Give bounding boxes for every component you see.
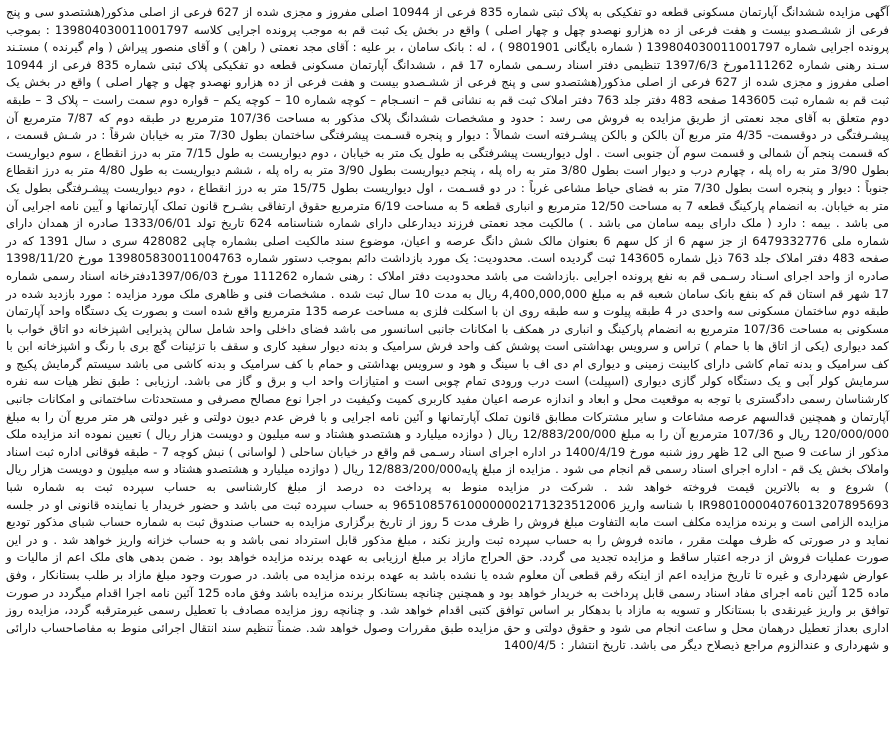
auction-notice-text: آگهی مزایده ششدانگ آپارتمان مسکونی قطعه دو تفکیکی به پلاک ثبتی شماره 835 فرعی از 10944 اصلی مفروز و مجزی شده از 627 فرعی از اصلی مذکور(هشتصدو سی و پنج فرعی از ششـصدو بیست و هفت فرعی از ده هزارو نهصدو چهل و چهار اصلی ) واقع در بخش یک ثبت قم به موجب پرونده اجرایی کلاسه 139804030011001797 : بموجب پرونده اجرایی شماره 139804030011001797 ( شماره بایگانی 9801901 ) ، له : بانک سامان ، بر علیه : آقای مجد نعمتی ( راهن ) و آقای منصور پیراش ( وام گیرنده ) مستـند سـند رهنی شماره 111262مورخ 1397/6/3 تنظیمی دفتر اسناد رسـمی شماره 17 قم ، ششدانگ آپارتمان مسکونی قطعه دو تفکیکی پلاک ثبتی شماره 835 فرعی از 10944 اصلی مفروز و مجزی شده از 627 فرعی از اصلی مذکور(هشتصدو سی و پنج فرعی از ششـصدو بیست و هفت فرعی از ده هزارو نهصدو چهل و چهار اصلی ) واقع در بخش یک ثبت قم به شماره ثبت 143605 صفحه 483 دفتر جلد 763 دفتر املاک ثبت قم به نشانی قم – انسـجام – کوچه شماره 10 – کوچه یکم – قواره دوم سمت راست – پلاک 3 – طبقه دوم متعلق به آقای مجد نعمتی از طریق مزایده به فروش می رسد : حدود و مشخصات ششدانگ پلاک مذکور به مساحت 107/36 مترمربع در طبقه دوم که 7/87 مترمربع آن پیشـرفتگی در دوقسمت- 4/35 متر مربع آن بالکن و بالکن پیشـرفته است شمالاً : دیوار و پنجره قسـمت پیشرفتگی ساختمان بطول 7/30 متر به خیابان شرقاً : در شـش قسمت ، که قسمت پنجم آن شمالی و قسمت سوم آن جنوبی است . اول دیواریست پیشرفتگی به طول یک متر به خیابان ، دوم دیواریست به طول 7/15 متر به درز انقطاع ، سوم دیواریست بطول 3/90 متر به راه پله ، چهارم درب و دیوار است بطول 3/80 متر به راه پله ، پنجم دیواریست بطول 3/90 متر به راه پله ، ششم دیواریست به طول 4/80 متر به درز انقطاع جنوباً : دیوار و پنجره است بطول 7/30 متر به فضای حیاط مشاعی غرباً : در دو قسـمت ، اول دیواریست بطول 15/75 متر به درز انقطاع ، دوم دیواریست پیشـرفتگی بطول یک متر به خیابان. به انضمام پارکینگ قطعه 7 به مساحت 12/50 مترمربع و انباری قطعه 5 به مساحت 6/19 مترمربع حقوق ارتفاقی بشـرح قانون تملک آپارتمانها و آیین نامه اجرایی آن می باشد . بیمه : دارد ( ملک دارای بیمه سامان می باشد . ) مالکیت مجد نعمتی فرزند دیدارعلی دارای شماره شناسنامه 624 تاریخ تولد 1333/06/01 صادره از همدان دارای شماره ملی 6479332776 از جز سهم 6 از کل سهم 6 بعنوان مالک شش دانگ عرصه و اعیان، موضوع سند مالکیت اصلی بشماره چاپی 428082 سری د سال 1391 که در صفحه 483 دفتر املاک جلد 763 ذیل شماره 143605 ثبت گردیده است. محدودیت: یک مورد بازداشت دائم بموجب دستور شماره 139805830011004763 مورخ 1398/11/20 صادره از واحد اجرای اسـناد رسـمی قم به نفع پرونده اجرایی .بازداشت می باشد محدودیت دفتر املاک : رهنی شماره 111262 مورخ 1397/06/03دفترخانه اسناد رسمی شماره 17 شهر قم استان قم که بنفع بانک سامان شعبه قم به مبلغ 4,400,000,000 ریال به مدت 10 سال ثبت شده . مشخصات فنی و ظاهری ملک مورد مزایده : مورد بازدید شده در طبقه دوم ساختمان مسکونی سه واحدی در 4 طبقه پیلوت و سه طبقه روی ان با اسکلت فلزی به مساحت عرصه 135 مترمربع واقع شده است و بصورت یک دستگاه واحد آپارتمان مسکونی به مساحت 107/36 مترمربع به انضمام پارکینگ و انباری در همکف با امکانات جانبی اسانسور می باشد فضای داخلی واحد شامل سالن پذیرایی اشپزخانه دو اتاق خواب با کمد دیواری (یکی از اتاق ها با حمام ) تراس و سرویس بهداشتی است پوشش کف واحد فرش سرامیک و بدنه دیوار سفید کاری و سقف با تزئینات گچ بری با رنگ و اشپزخانه ابن با کف سرامیک و بدنه تمام کاشی دارای کابینت زمینی و دیواری ام دی اف با سینگ و هود و سرویس بهداشتی و حمام با کف سرامیک و بدنه کاشی می باشد سیستم گرمایش پکیج و سرمایش کولر آبی و یک دستگاه کولر گازی دیواری (اسپیلت) است درب ورودی تمام چوبی است و امتیازات واحد اب و برق و گاز می باشد. ارزیابی : طبق نظر هیات سه نفره کارشناسان رسمی دادگستری با توجه به موقعیت محل و ابعاد و اندازه عرصه اعیان مفید کاربری کمیت وکیفیت در اجرا نوع مصالح مصرفی و مستحدثات ساختمانی و امکانات جانبی آپارتمان و همچنین قدالسهم عرصه مشاعات و سایر مشترکات مطابق قانون تملک آپارتمانها و آئین نامه اجرایی و با فرض عدم دیون دولتی و غیر دولتی هر متر مربع آن را به مبلغ 120/000/000 ریال و 107/36 مترمربع آن را به مبلغ 12/883/200/000 ریال ( دوازده میلیارد و هشتصدو هشتاد و سه میلیون و دویست هزار ریال ) تعیین نموده اند مزایده ملک مذکور از ساعت 9 صبح الی 12 ظهر روز شنبه مورخ 1400/4/19 در اداره اجرای اسناد رسـمی قم واقع در خیابان ساحلی ( لواسانی ) نبش کوچه 7 - طبقه فوقانی اداره ثبت اسناد واملاک بخش یک قم - اداره اجرای اسناد رسمی قم انجام می شود . مزایده از مبلغ پایه12/883/200/000 ریال ( دوازده میلیارد و هشتصدو هشتاد و سه میلیون و دویست هزار ریال ) شروع و به بالاترین قیمت فروخته خواهد شد . شرکت در مزایده منوط به پرداخت ده درصد از مبلغ کارشناسی به حساب سپرده ثبت به شماره شبا IR980100004076013207895693 با شناسه واریز 965108576100000002171323512006 به حساب سپرده ثبت می باشد و حضور خریدار یا نماینده قانونی او در جلسه مزایده الزامی است و برنده مزایده مکلف است مابه التفاوت مبلغ فروش را ظرف مدت 5 روز از تاریخ برگزاری مزایده به حساب صندوق ثبت به شماره حساب شبای مذکور توديع نمايد و در صورتی که ظرف مهلت مقرر ، مانده فروش را به حساب سپرده ثبت واریز نکند ، مبلغ مذکور قابل استرداد نمی باشد و به حساب خزانه واریز خواهد شد . و در این صورت عملیات فروش از درجه اعتبار ساقط و مزایده تجدید می گردد. حق الحراج مازاد بر مبلغ ارزیابی به عهده برنده مزایده خواهد بود . ضمن بدهی های ملک اعم از مالیات و عوارض شهرداری و غیره تا تاریخ مزایده اعم از اینکه رقم قطعی آن معلوم شده یا نشده باشد به عهده برنده مزایده می باشد. در صورت وجود مبلغ مازاد بر طلب بستانکار ، وفق ماده 125 آئین نامه اجرای مفاد اسناد رسمی قابل پرداخت به خریدار خواهد بود و همچنین چنانچه بستانکار برنده مزایده باشد وفق ماده 125 آئین نامه اجرا اقدام میگردد در صورت توافق بر واریز غیرنقدی با بستانکار و تسویه به مازاد با بدهکار بر اساس توافق کتبی اقدام خواهد شد. و چنانچه روز مزایده مصادف با تعطیل رسمی غیرمترقبه گردد، مزایده روز اداری بعداز تعطیل درهمان محل و ساعت انجام می شود و حقوق دولتی و حق مزایده طبق مقررات وصول خواهد شد. ضمناً تنظیم سند انتقال اجرائی منوط به مفاصاحساب دارائی و شهرداری و عندالزوم مراجع ذیصلاح دیگر می باشد. تاریخ انتشار : 1400/4/5	[6, 5, 890, 653]
